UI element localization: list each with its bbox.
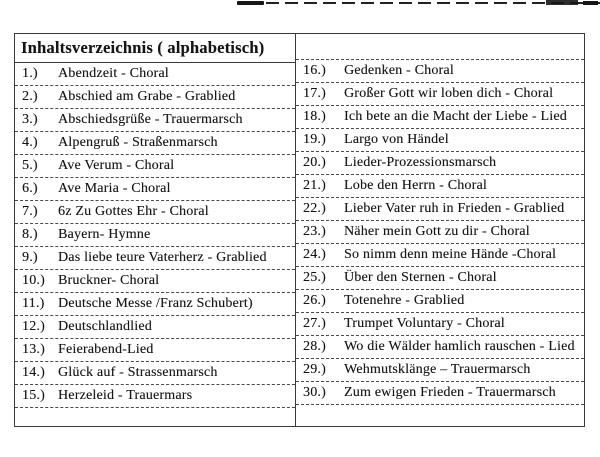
toc-row-number: 16.) (303, 63, 326, 78)
toc-row (15, 224, 295, 247)
toc-row (296, 198, 584, 221)
toc-row-number: 29.) (303, 362, 326, 377)
toc-row (15, 178, 295, 201)
toc-row (296, 175, 584, 198)
toc-row-title: Trumpet Voluntary - Choral (344, 316, 505, 331)
toc-row-number: 4.) (22, 135, 38, 150)
toc-row (15, 155, 295, 178)
toc-row-number: 27.) (303, 316, 326, 331)
toc-row (296, 60, 584, 83)
toc-row-title: So nimm denn meine Hände -Choral (344, 247, 557, 262)
toc-row (15, 132, 295, 155)
toc-row-title: Deutsche Messe /Franz Schubert) (58, 296, 253, 311)
toc-row-number: 11.) (22, 296, 45, 311)
toc-row-title: Alpengruß - Straßenmarsch (58, 135, 218, 150)
toc-row-number: 10.) (22, 273, 45, 288)
toc-row (296, 290, 584, 313)
toc-row-number: 5.) (22, 158, 38, 173)
toc-row-number: 20.) (303, 155, 326, 170)
toc-empty-row (296, 405, 584, 426)
toc-row-title: Largo von Händel (344, 132, 449, 147)
toc-row-number: 19.) (303, 132, 326, 147)
toc-row-title: Bruckner- Choral (58, 273, 160, 288)
toc-row-title: Abschied am Grabe - Grablied (58, 89, 236, 104)
toc-column-left (15, 34, 296, 426)
toc-row-title: Großer Gott wir loben dich - Choral (344, 86, 554, 101)
toc-row (296, 244, 584, 267)
toc-row-title: Herzeleid - Trauermars (58, 388, 193, 403)
toc-row-number: 9.) (22, 250, 38, 265)
toc-row-number: 18.) (303, 109, 326, 124)
toc-row (15, 385, 295, 408)
toc-row (296, 382, 584, 405)
toc-row (296, 336, 584, 359)
toc-row (296, 221, 584, 244)
toc-row-number: 8.) (22, 227, 38, 242)
toc-row (296, 313, 584, 336)
toc-row-title: Lieber Vater ruh in Frieden - Grablied (344, 201, 565, 216)
toc-empty-cell (296, 34, 584, 60)
toc-row-title: Gedenken - Choral (344, 63, 454, 78)
toc-row-number: 13.) (22, 342, 45, 357)
toc-row-title: Über den Sternen - Choral (344, 270, 497, 285)
toc-row-number: 6.) (22, 181, 38, 196)
toc-row (296, 83, 584, 106)
scan-artifact (237, 1, 264, 5)
toc-row (15, 63, 295, 86)
toc-row-title: Zum ewigen Frieden - Trauermarsch (344, 385, 556, 400)
toc-row-number: 17.) (303, 86, 326, 101)
toc-row (15, 362, 295, 385)
toc-row-title: Feierabend-Lied (58, 342, 154, 357)
toc-row (296, 106, 584, 129)
toc-row-title: 6z Zu Gottes Ehr - Choral (58, 204, 209, 219)
toc-row-title: Lieder-Prozessionsmarsch (344, 155, 497, 170)
toc-row-title: Wehmutsklänge – Trauermarsch (344, 362, 531, 377)
toc-row-title: Ave Maria - Choral (58, 181, 171, 196)
toc-row (15, 86, 295, 109)
toc-row (296, 129, 584, 152)
page-title: Inhaltsverzeichnis ( alphabetisch) (15, 34, 295, 63)
toc-row-number: 21.) (303, 178, 326, 193)
toc-row-title: Näher mein Gott zu dir - Choral (344, 224, 530, 239)
toc-row-number: 25.) (303, 270, 326, 285)
toc-row-title: Ich bete an die Macht der Liebe - Lied (344, 109, 567, 124)
toc-row (296, 267, 584, 290)
toc-column-right (296, 34, 584, 426)
toc-row-number: 3.) (22, 112, 38, 127)
toc-row-title: Bayern- Hymne (58, 227, 151, 242)
toc-row-title: Glück auf - Strassenmarsch (58, 365, 218, 380)
toc-row-title: Lobe den Herrn - Choral (344, 178, 487, 193)
toc-row-number: 30.) (303, 385, 326, 400)
toc-row (15, 339, 295, 362)
toc-empty-row (15, 408, 295, 426)
toc-row-number: 7.) (22, 204, 38, 219)
toc-row-number: 12.) (22, 319, 45, 334)
toc-row-title: Wo die Wälder hamlich rauschen - Lied (344, 339, 575, 354)
toc-row (15, 201, 295, 224)
toc-row-title: Ave Verum - Choral (58, 158, 175, 173)
toc-row-title: Abschiedsgrüße - Trauermarsch (58, 112, 243, 127)
toc-row-title: Deutschlandlied (58, 319, 152, 334)
toc-row-number: 1.) (22, 66, 38, 81)
toc-row-number: 22.) (303, 201, 326, 216)
toc-row-number: 26.) (303, 293, 326, 308)
scan-artifact (546, 0, 578, 5)
toc-row-number: 28.) (303, 339, 326, 354)
toc-row (296, 359, 584, 382)
toc-row-number: 15.) (22, 388, 45, 403)
toc-row (15, 109, 295, 132)
toc-row-title: Das liebe teure Vaterherz - Grablied (58, 250, 267, 265)
toc-row (15, 316, 295, 339)
scan-artifact (583, 1, 598, 5)
toc-row-title: Abendzeit - Choral (58, 66, 169, 81)
toc-row-number: 23.) (303, 224, 326, 239)
toc-row-title: Totenehre - Grablied (344, 293, 465, 308)
toc-row-number: 14.) (22, 365, 45, 380)
toc-row-number: 2.) (22, 89, 38, 104)
toc-row (15, 270, 295, 293)
toc-table (14, 33, 585, 427)
toc-row (15, 247, 295, 270)
toc-row (15, 293, 295, 316)
toc-row (296, 152, 584, 175)
toc-row-number: 24.) (303, 247, 326, 262)
